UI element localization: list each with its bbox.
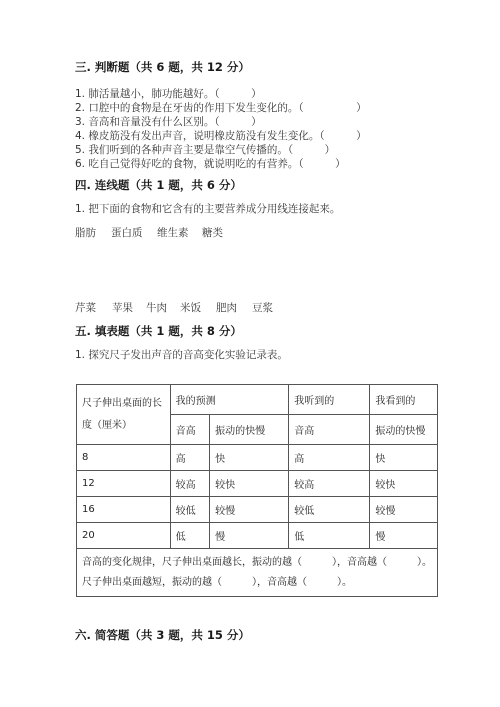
- judge-item-6: 6. 吃自己觉得好吃的食物，就说明吃的有营养。（ ）: [75, 158, 346, 170]
- predicted-vibration-cell: 慢: [210, 523, 289, 549]
- predicted-pitch-cell: 较高: [170, 471, 210, 497]
- heard-pitch-cell: 较高: [289, 471, 370, 497]
- heard-pitch-cell: 较低: [289, 497, 370, 523]
- judge-item-2: 2. 口腔中的食物是在牙齿的作用下发生变化的。（ ）: [75, 102, 367, 114]
- judge-item-3: 3. 音高和音量没有什么区别。（ ）: [75, 116, 262, 128]
- pattern-line-2: 尺子伸出桌面越短，振动的越（ ），音高越（ ）。: [82, 576, 352, 588]
- subheader-vibration-speed: 振动的快慢: [210, 415, 289, 445]
- nutrient-fat: 脂肪: [75, 227, 96, 239]
- seen-vibration-cell: 快: [370, 445, 438, 471]
- predicted-pitch-cell: 低: [170, 523, 210, 549]
- predicted-vibration-cell: 较慢: [210, 497, 289, 523]
- experiment-record-table: [76, 384, 438, 597]
- nutrient-sugar: 糖类: [202, 227, 223, 239]
- header-what-i-heard: 我听到的: [289, 385, 370, 415]
- pattern-summary-cell: [77, 549, 438, 597]
- predicted-vibration-cell: 较快: [210, 471, 289, 497]
- table-row: [77, 523, 438, 549]
- length-cell: 20: [77, 523, 171, 549]
- header-my-prediction: 我的预测: [170, 385, 289, 415]
- section-5-title: 五. 填表题（共 1 题，共 8 分）: [75, 324, 242, 338]
- ruler-length-header: 尺子伸出桌面的长度（厘米）: [77, 385, 171, 445]
- section-6-title: 六. 简答题（共 3 题，共 15 分）: [75, 628, 250, 642]
- heard-pitch-cell: 低: [289, 523, 370, 549]
- food-apple: 苹果: [112, 302, 133, 314]
- heard-pitch-cell: 高: [289, 445, 370, 471]
- food-celery: 芹菜: [75, 302, 96, 314]
- judge-item-4: 4. 橡皮筋没有发出声音，说明橡皮筋没有发生变化。（ ）: [75, 130, 367, 142]
- seen-vibration-cell: 较快: [370, 471, 438, 497]
- subheader-vibration-speed: 振动的快慢: [370, 415, 438, 445]
- subheader-pitch: 音高: [170, 415, 210, 445]
- table-row: [77, 445, 438, 471]
- section-3-title: 三. 判断题（共 6 题，共 12 分）: [75, 60, 250, 74]
- nutrient-protein: 蛋白质: [111, 227, 143, 239]
- pattern-line-1: 音高的变化规律，尺子伸出桌面越长，振动的越（ ），音高越（ ）。: [82, 556, 432, 568]
- header-what-i-saw: 我看到的: [370, 385, 438, 415]
- length-cell: 16: [77, 497, 171, 523]
- predicted-vibration-cell: 快: [210, 445, 289, 471]
- matching-question: 1. 把下面的食物和它含有的主要营养成分用线连接起来。: [75, 203, 341, 215]
- food-fatty-meat: 肥肉: [216, 302, 237, 314]
- section-4-title: 四. 连线题（共 1 题，共 6 分）: [75, 178, 242, 192]
- table-question: 1. 探究尺子发出声音的音高变化实验记录表。: [75, 349, 288, 361]
- table-row: [77, 497, 438, 523]
- judge-item-1: 1. 肺活量越小，肺功能越好。（ ）: [75, 88, 262, 100]
- subheader-pitch: 音高: [289, 415, 370, 445]
- seen-vibration-cell: 慢: [370, 523, 438, 549]
- length-cell: 8: [77, 445, 171, 471]
- predicted-pitch-cell: 较低: [170, 497, 210, 523]
- length-cell: 12: [77, 471, 171, 497]
- food-beef: 牛肉: [146, 302, 167, 314]
- food-soy-milk: 豆浆: [252, 302, 273, 314]
- nutrient-vitamin: 维生素: [157, 227, 189, 239]
- predicted-pitch-cell: 高: [170, 445, 210, 471]
- judge-item-5: 5. 我们听到的各种声音主要是靠空气传播的。（ ）: [75, 144, 336, 156]
- food-rice: 米饭: [180, 302, 201, 314]
- seen-vibration-cell: 较慢: [370, 497, 438, 523]
- table-row: [77, 471, 438, 497]
